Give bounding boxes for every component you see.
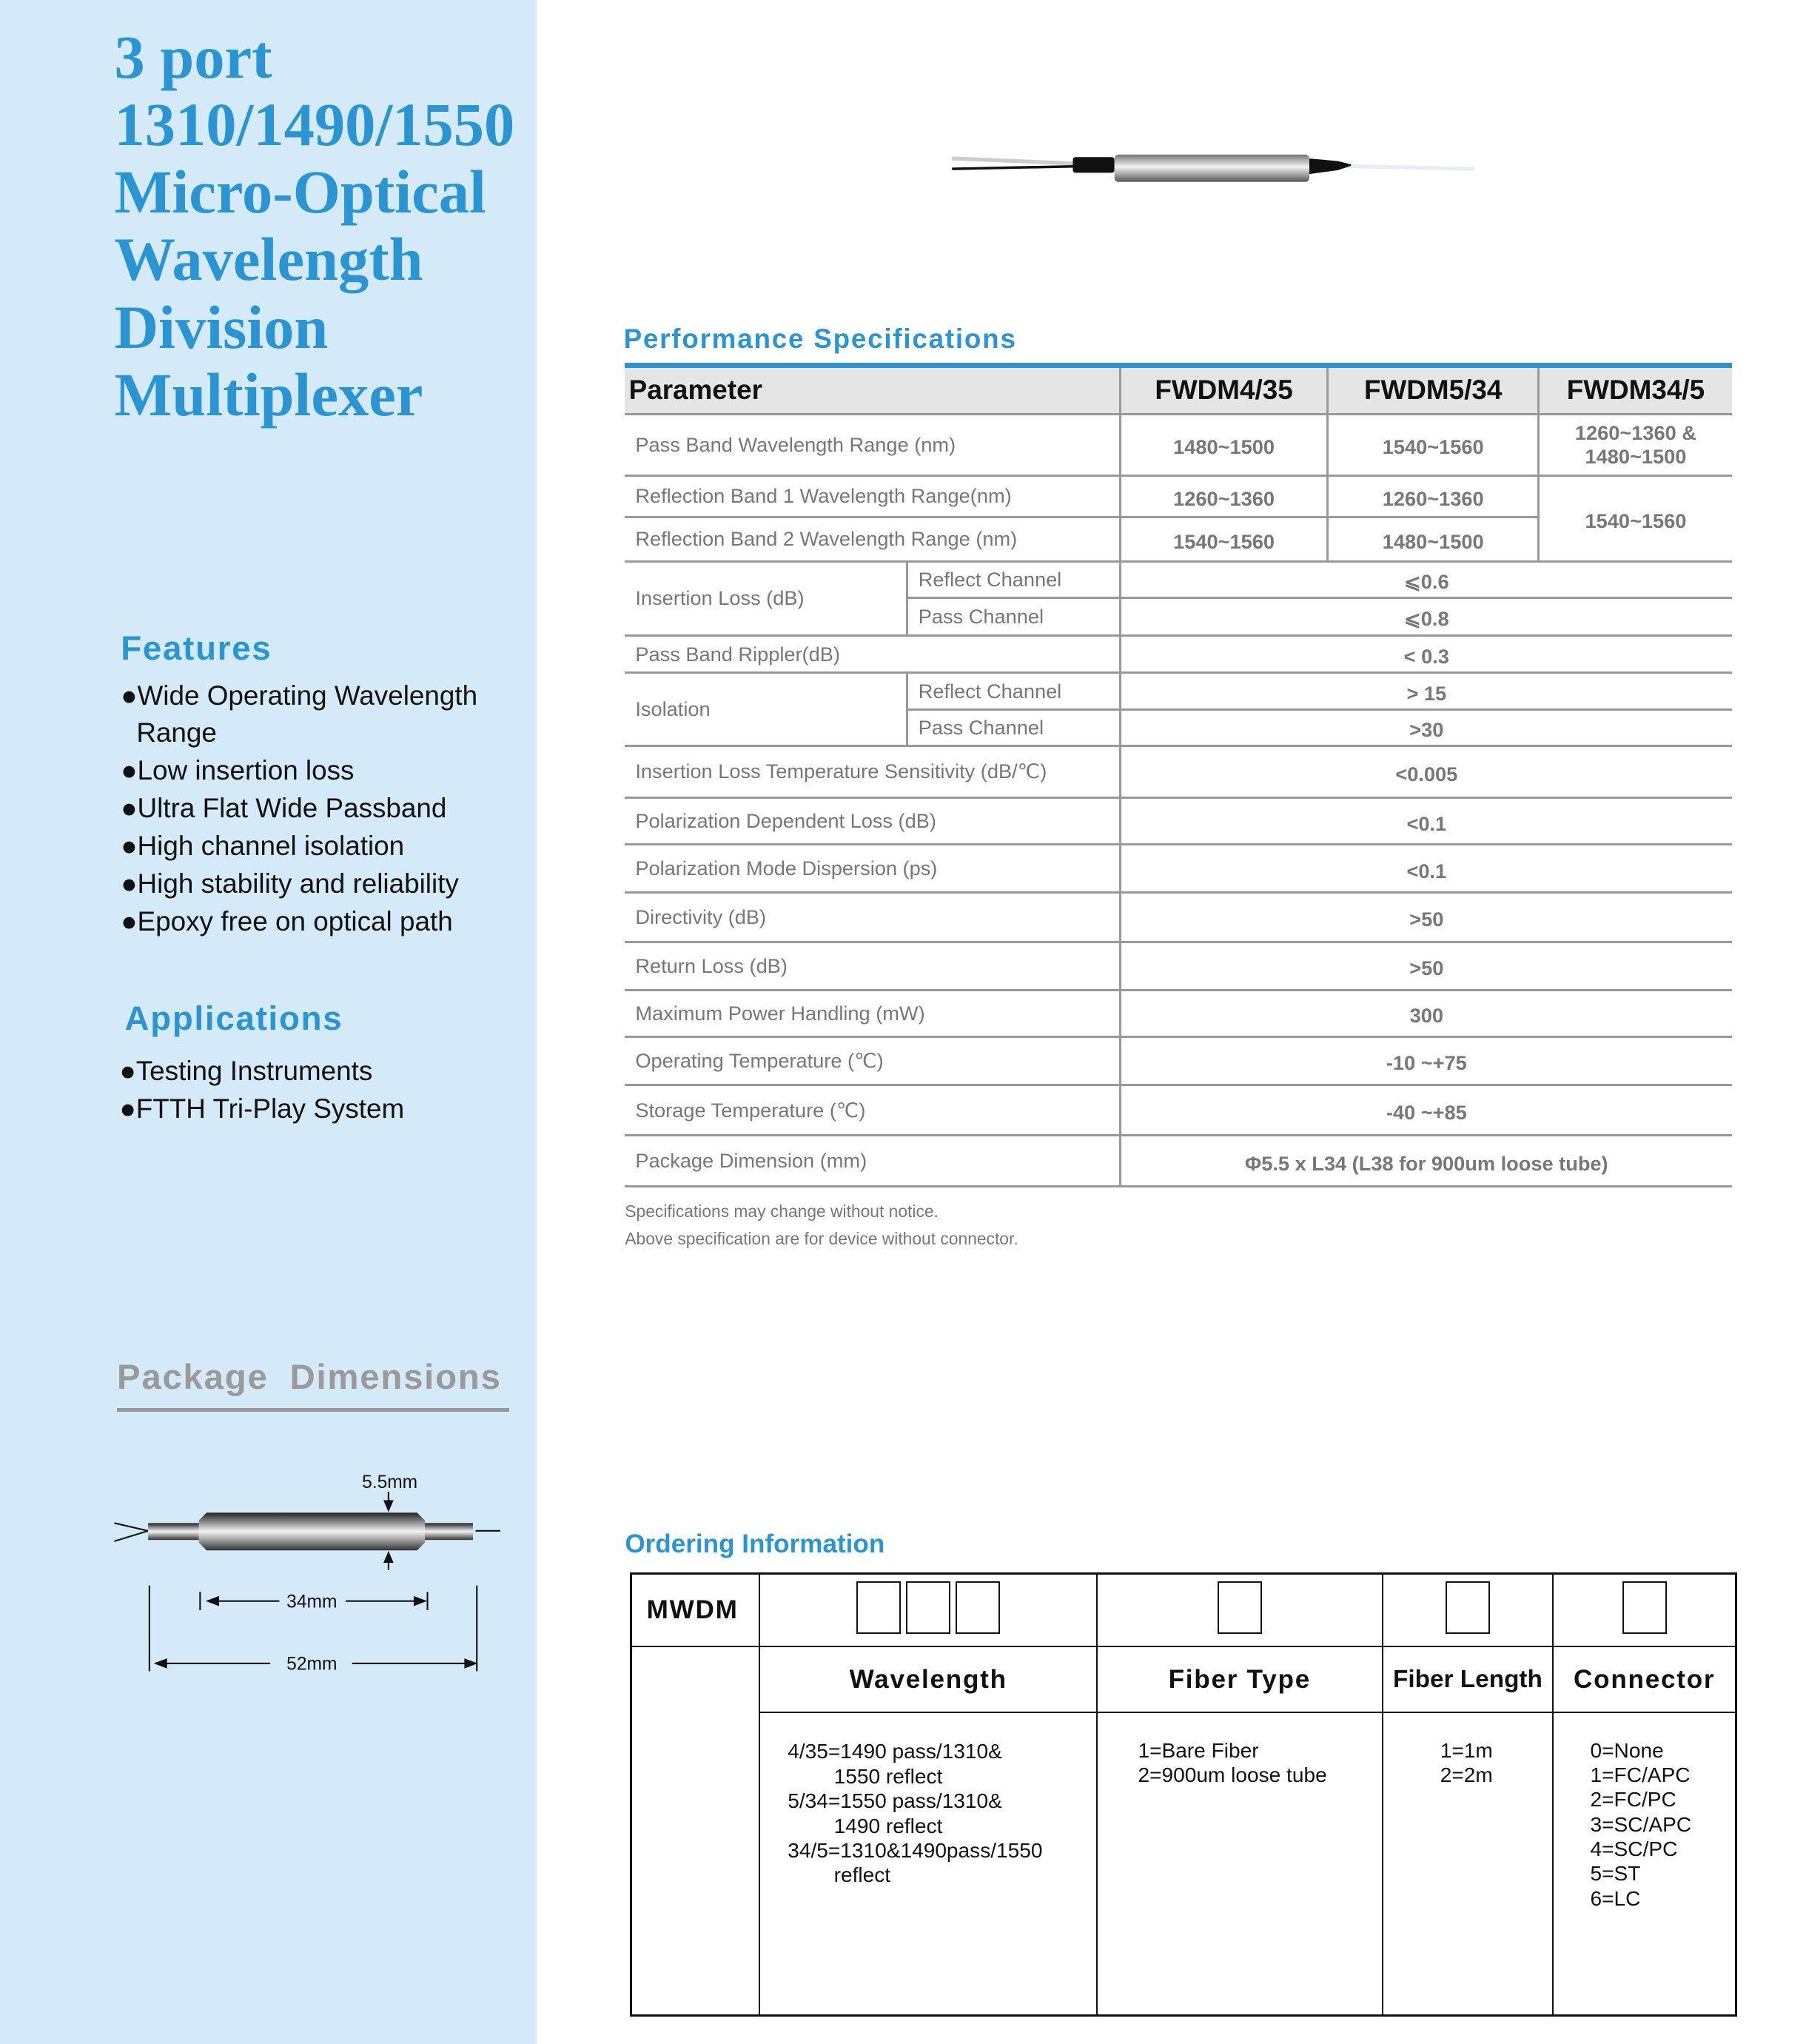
performance-heading: Performance Specifications (623, 324, 1017, 355)
fiber-length-code-box (1383, 1574, 1554, 1646)
row-label: Isolation (625, 673, 907, 745)
title-line: Multiplexer (114, 361, 423, 429)
table-row (625, 673, 1732, 709)
list-item: ●High stability and reliability (121, 868, 459, 899)
features-heading: Features (121, 629, 272, 667)
row-label: Reflection Band 1 Wavelength Range(nm) (625, 475, 1120, 517)
row-label: Pass Band Rippler(dB) (625, 635, 1120, 673)
title-line: 3 port (114, 22, 272, 91)
table-row (625, 942, 1732, 990)
cell-value: > 15 (1120, 673, 1732, 709)
row-label: Storage Temperature (℃) (625, 1085, 1120, 1135)
connector-options: 0=None 1=FC/APC 2=FC/PC 3=SC/APC 4=SC/PC 5=ST 6=LC (1553, 1712, 1736, 2015)
spec-notes (625, 1198, 1018, 1253)
cell-value: <0.1 (1120, 797, 1732, 844)
sub-label: Reflect Channel (907, 561, 1120, 597)
cell-value: >50 (1120, 893, 1732, 942)
cell-value: < 0.3 (1120, 635, 1732, 673)
title-line: Wavelength (114, 225, 423, 294)
row-label: Operating Temperature (℃) (625, 1036, 1120, 1085)
table-row (625, 475, 1732, 517)
cell-value: 1260~1360 & 1480~1500 (1538, 415, 1732, 476)
ordering-heading: Ordering Information (625, 1529, 885, 1559)
header-row (631, 1646, 1736, 1713)
cell-value: <0.1 (1120, 845, 1732, 893)
row-label: Directivity (dB) (625, 893, 1120, 942)
row-label: Polarization Mode Dispersion (ps) (625, 845, 1120, 893)
header-fiber-type: Fiber Type (1097, 1646, 1382, 1713)
connector-code-box (1553, 1574, 1736, 1646)
total-length-label: 52mm (286, 1654, 338, 1675)
applications-heading: Applications (124, 999, 343, 1037)
device-body (199, 1512, 425, 1550)
package-diagram (0, 0, 537, 1820)
cell-value: >50 (1120, 942, 1732, 990)
table-row (625, 635, 1732, 673)
table-row (625, 1085, 1732, 1135)
header-fwdm34-5: FWDM34/5 (1538, 365, 1732, 414)
cell-value: Φ5.5 x L34 (L38 for 900um loose tube) (1120, 1136, 1732, 1186)
fiber-left (114, 1523, 200, 1541)
cell-value: >30 (1120, 709, 1732, 745)
empty-cell (631, 1646, 760, 2016)
fiber-type-code-box (1097, 1574, 1382, 1646)
wavelength-code-boxes (759, 1574, 1097, 1646)
row-label: Reflection Band 2 Wavelength Range (nm) (625, 517, 1120, 561)
wavelength-options: 4/35=1490 pass/1310& 1550 reflect 5/34=1550 pass/1310& 1490 reflect 34/5=1310&1490pass/1550 reflect (759, 1712, 1097, 2015)
diameter-label: 5.5mm (362, 1472, 418, 1492)
cell-value: 1540~1560 (1328, 415, 1538, 476)
title-line: Division (114, 292, 329, 361)
fiber-length-options: 1=1m 2=2m (1383, 1712, 1554, 2015)
cell-value: <0.005 (1120, 745, 1732, 797)
cell-value: ⩽0.6 (1120, 561, 1732, 597)
title-line: 1310/1490/1550 (114, 90, 515, 158)
header-fwdm5-34: FWDM5/34 (1328, 365, 1538, 414)
performance-table (625, 363, 1732, 1187)
header-wavelength: Wavelength (759, 1646, 1097, 1713)
cell-value: -40 ~+85 (1120, 1085, 1732, 1135)
table-row (625, 845, 1732, 893)
package-dimensions-heading: Package Dimensions (117, 1357, 509, 1412)
cell-value: 1260~1360 (1328, 475, 1538, 517)
cell-value: 1480~1500 (1120, 415, 1328, 476)
cell-value: 1260~1360 (1120, 475, 1328, 517)
sub-label: Pass Channel (907, 597, 1120, 635)
sub-label: Reflect Channel (907, 673, 1120, 709)
table-row (625, 990, 1732, 1036)
fiber-right (425, 1523, 473, 1540)
table-row (625, 893, 1732, 942)
cell-value: 1540~1560 (1538, 475, 1732, 561)
cell-value: 1540~1560 (1120, 517, 1328, 561)
list-item: ●High channel isolation (121, 831, 405, 862)
options-row (631, 1712, 1736, 2015)
ordering-table (630, 1572, 1737, 2017)
body-length-label: 34mm (286, 1592, 338, 1612)
row-label: Maximum Power Handling (mW) (625, 990, 1120, 1036)
fiber-type-options: 1=Bare Fiber 2=900um loose tube (1097, 1712, 1382, 2015)
row-label: Insertion Loss (dB) (625, 561, 907, 635)
table-row (625, 745, 1732, 797)
cell-value: -10 ~+75 (1120, 1036, 1732, 1085)
row-label: Polarization Dependent Loss (dB) (625, 797, 1120, 844)
table-row (625, 797, 1732, 844)
header-fiber-length: Fiber Length (1383, 1646, 1554, 1713)
header-parameter: Parameter (625, 365, 1120, 414)
list-item: ●Low insertion loss (121, 755, 355, 786)
model-prefix: MWDM (631, 1574, 760, 1646)
list-item: ●FTTH Tri-Play System (119, 1093, 405, 1124)
title-line: Micro-Optical (114, 158, 486, 227)
header-fwdm4-35: FWDM4/35 (1120, 365, 1328, 414)
cell-value: ⩽0.8 (1120, 597, 1732, 635)
table-header-row (625, 365, 1732, 414)
note: Above specification are for device without connector. (625, 1229, 1018, 1249)
product-photo (948, 143, 1481, 195)
table-row (625, 1136, 1732, 1186)
table-row (625, 415, 1732, 476)
table-row (625, 561, 1732, 597)
row-label: Package Dimension (mm) (625, 1136, 1120, 1186)
list-item: ●Wide Operating Wavelength Range (121, 680, 478, 748)
cell-value: 300 (1120, 990, 1732, 1036)
list-item: ●Epoxy free on optical path (121, 906, 453, 936)
header-connector: Connector (1553, 1646, 1736, 1713)
cell-value: 1480~1500 (1328, 517, 1538, 561)
row-label: Insertion Loss Temperature Sensitivity (dB/℃) (625, 745, 1120, 797)
list-item: ●Ultra Flat Wide Passband (121, 793, 447, 824)
row-label: Pass Band Wavelength Range (nm) (625, 415, 1120, 476)
table-row (625, 1036, 1732, 1085)
list-item: ●Testing Instruments (119, 1055, 373, 1086)
note: Specifications may change without notice. (625, 1202, 939, 1222)
sub-label: Pass Channel (907, 709, 1120, 745)
row-label: Return Loss (dB) (625, 942, 1120, 990)
code-row (631, 1574, 1736, 1646)
